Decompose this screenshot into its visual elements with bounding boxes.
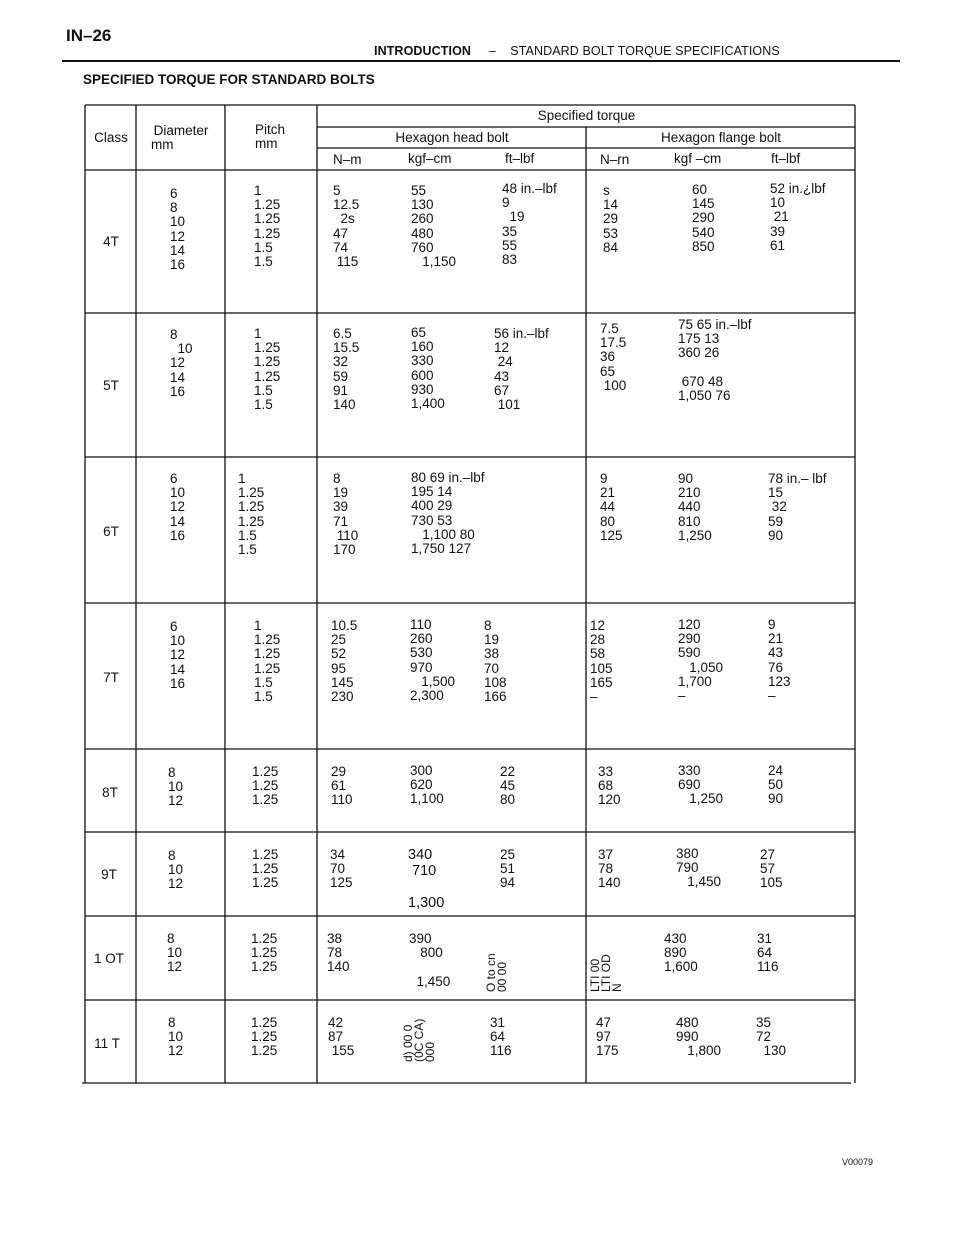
flange-ftlbf-values: 24 50 90 <box>768 763 784 807</box>
head-kgfcm-values: 65 160 330 600 930 1,400 <box>411 325 445 412</box>
header-head-nm: N–m <box>333 152 362 167</box>
flange-nm-values: s 14 29 53 84 <box>603 183 619 255</box>
header-pitch-unit: mm <box>255 136 278 151</box>
header-separator: – <box>488 44 496 58</box>
header-pitch-label: Pitch <box>255 122 286 137</box>
head-nm-values: 6.5 15.5 32 59 91 140 <box>333 326 360 413</box>
head-ftlbf-values: 31 64 116 <box>490 1015 512 1059</box>
class-label: 6T <box>103 524 119 539</box>
class-label: 9T <box>101 867 117 882</box>
flange-nm-values: 7.5 17.5 36 65 100 <box>600 321 627 393</box>
class-label: 1 OT <box>93 951 124 966</box>
head-nm-values: 42 87 155 <box>328 1015 355 1059</box>
diameter-values: 8 10 12 <box>168 848 184 892</box>
flange-kgfcm-values: 380 790 1,450 <box>676 846 722 890</box>
pitch-values: 1 1.25 1.25 1.25 1.5 1.5 <box>254 326 281 413</box>
section-subtitle: STANDARD BOLT TORQUE SPECIFICATIONS <box>510 44 780 58</box>
flange-ftlbf-values: 78 in.– lbf 15 32 59 90 <box>768 471 827 543</box>
class-label: 4T <box>103 234 119 249</box>
flange-ftlbf-values: 31 64 116 <box>757 931 779 975</box>
head-kgfcm-values: 110 260 530 970 1,500 2,300 <box>410 617 456 704</box>
head-kgfcm-values: 300 620 1,100 <box>410 763 444 807</box>
head-nm-values: 5 12.5 2s 47 74 115 <box>333 183 360 270</box>
flange-kgfcm-values: 330 690 1,250 <box>678 763 724 807</box>
class-label: 5T <box>103 378 119 393</box>
head-ftlbf-values: 56 in.–lbf 12 24 43 67 101 <box>494 326 549 413</box>
head-kgfcm-values: 55 130 260 480 760 1,150 <box>411 183 457 270</box>
flange-nm-values: 33 68 120 <box>598 764 621 808</box>
header-specified-torque: Specified torque <box>537 108 636 123</box>
flange-nm-values: 37 78 140 <box>598 847 621 891</box>
flange-nm-values: 12 28 58 105 165 – <box>590 618 613 705</box>
diameter-values: 6 10 12 14 16 <box>170 619 186 691</box>
header-hexagon-head-bolt: Hexagon head bolt <box>395 130 509 145</box>
flange-kgfcm-values: 480 990 1,800 <box>676 1015 722 1059</box>
head-ftlbf-values: 8 19 38 70 108 166 <box>484 618 507 705</box>
pitch-values: 1 1.25 1.25 1.25 1.5 1.5 <box>254 183 281 270</box>
header-head-kgfcm: kgf–cm <box>408 151 452 166</box>
header-diameter-label: Diameter <box>153 123 209 138</box>
diameter-values: 6 8 10 12 14 16 <box>170 186 186 273</box>
flange-nm-values: 47 97 175 <box>596 1015 619 1059</box>
flange-ftlbf-values: 27 57 105 <box>760 847 783 891</box>
scan-artifact-text: O to cn 00 00 <box>484 953 509 992</box>
head-nm-values: 29 61 110 <box>331 764 353 808</box>
head-nm-values: 10.5 25 52 95 145 230 <box>331 618 358 705</box>
pitch-values: 1.25 1.25 1.25 <box>252 847 279 891</box>
flange-kgfcm-values: 430 890 1,600 <box>664 931 698 975</box>
diameter-values: 6 10 12 14 16 <box>170 471 186 543</box>
pitch-values: 1 1.25 1.25 1.25 1.5 1.5 <box>238 471 265 558</box>
pitch-values: 1.25 1.25 1.25 <box>251 1015 278 1059</box>
page-number: IN–26 <box>66 26 112 45</box>
section-title: INTRODUCTION <box>374 44 472 58</box>
header-rule <box>62 60 900 62</box>
running-header <box>374 44 780 58</box>
head-ftlbf-values: 25 51 94 <box>500 847 516 891</box>
scan-artifact-text: d) 00 0 (0C CA) 000 <box>401 1018 437 1062</box>
page-title: SPECIFIED TORQUE FOR STANDARD BOLTS <box>83 72 375 87</box>
class-label: 11 T <box>94 1036 120 1051</box>
head-kgfcm-values: 80 69 in.–lbf 195 14 400 29 730 53 1,100 80 1,750 127 <box>411 470 485 557</box>
flange-kgfcm-values: 75 65 in.–lbf 175 13 360 26 670 48 1,050 76 <box>678 317 752 404</box>
diameter-values: 8 10 12 <box>168 1015 184 1059</box>
flange-ftlbf-values: 9 21 43 76 123 – <box>768 617 791 704</box>
head-ftlbf-values: 22 45 80 <box>500 764 516 808</box>
flange-nm-values: 9 21 44 80 125 <box>600 471 623 543</box>
pitch-values: 1.25 1.25 1.25 <box>251 931 278 975</box>
flange-kgfcm-values: 120 290 590 1,050 1,700 – <box>678 617 724 704</box>
head-ftlbf-values: 48 in.–lbf 9 19 35 55 83 <box>502 181 557 268</box>
header-diameter <box>137 124 225 152</box>
header-flange-kgfcm: kgf –cm <box>674 151 722 166</box>
head-nm-values: 8 19 39 71 110 170 <box>333 471 359 558</box>
header-flange-nm: N–rn <box>600 152 630 167</box>
document-code: V00079 <box>842 1157 874 1167</box>
diameter-values: 8 10 12 14 16 <box>170 327 193 399</box>
header-diameter-unit: mm <box>151 137 174 152</box>
flange-kgfcm-values: 90 210 440 810 1,250 <box>678 471 712 543</box>
class-label: 7T <box>103 670 119 685</box>
flange-ftlbf-values: 35 72 130 <box>756 1015 787 1059</box>
header-class: Class <box>94 130 128 145</box>
flange-ftlbf-values: 52 in.¿lbf 10 21 39 61 <box>770 181 826 253</box>
pitch-values: 1 1.25 1.25 1.25 1.5 1.5 <box>254 618 281 705</box>
header-flange-ftlbf: ft–lbf <box>771 151 801 166</box>
diameter-values: 8 10 12 <box>167 931 183 975</box>
header-pitch <box>226 123 316 151</box>
head-kgfcm-values: 340 710 1,300 <box>408 847 445 911</box>
diameter-values: 8 10 12 <box>168 765 184 809</box>
head-nm-values: 38 78 140 <box>327 931 350 975</box>
header-hexagon-flange-bolt: Hexagon flange bolt <box>660 130 782 145</box>
head-nm-values: 34 70 125 <box>330 847 353 891</box>
class-label: 8T <box>102 785 118 800</box>
pitch-values: 1.25 1.25 1.25 <box>252 764 279 808</box>
flange-kgfcm-values: 60 145 290 540 850 <box>692 182 715 254</box>
scan-artifact-text: LTI 00 LTI OD N <box>588 954 624 992</box>
header-head-ftlbf: ft–lbf <box>505 151 535 166</box>
head-kgfcm-values: 390 800 1,450 <box>409 931 451 989</box>
